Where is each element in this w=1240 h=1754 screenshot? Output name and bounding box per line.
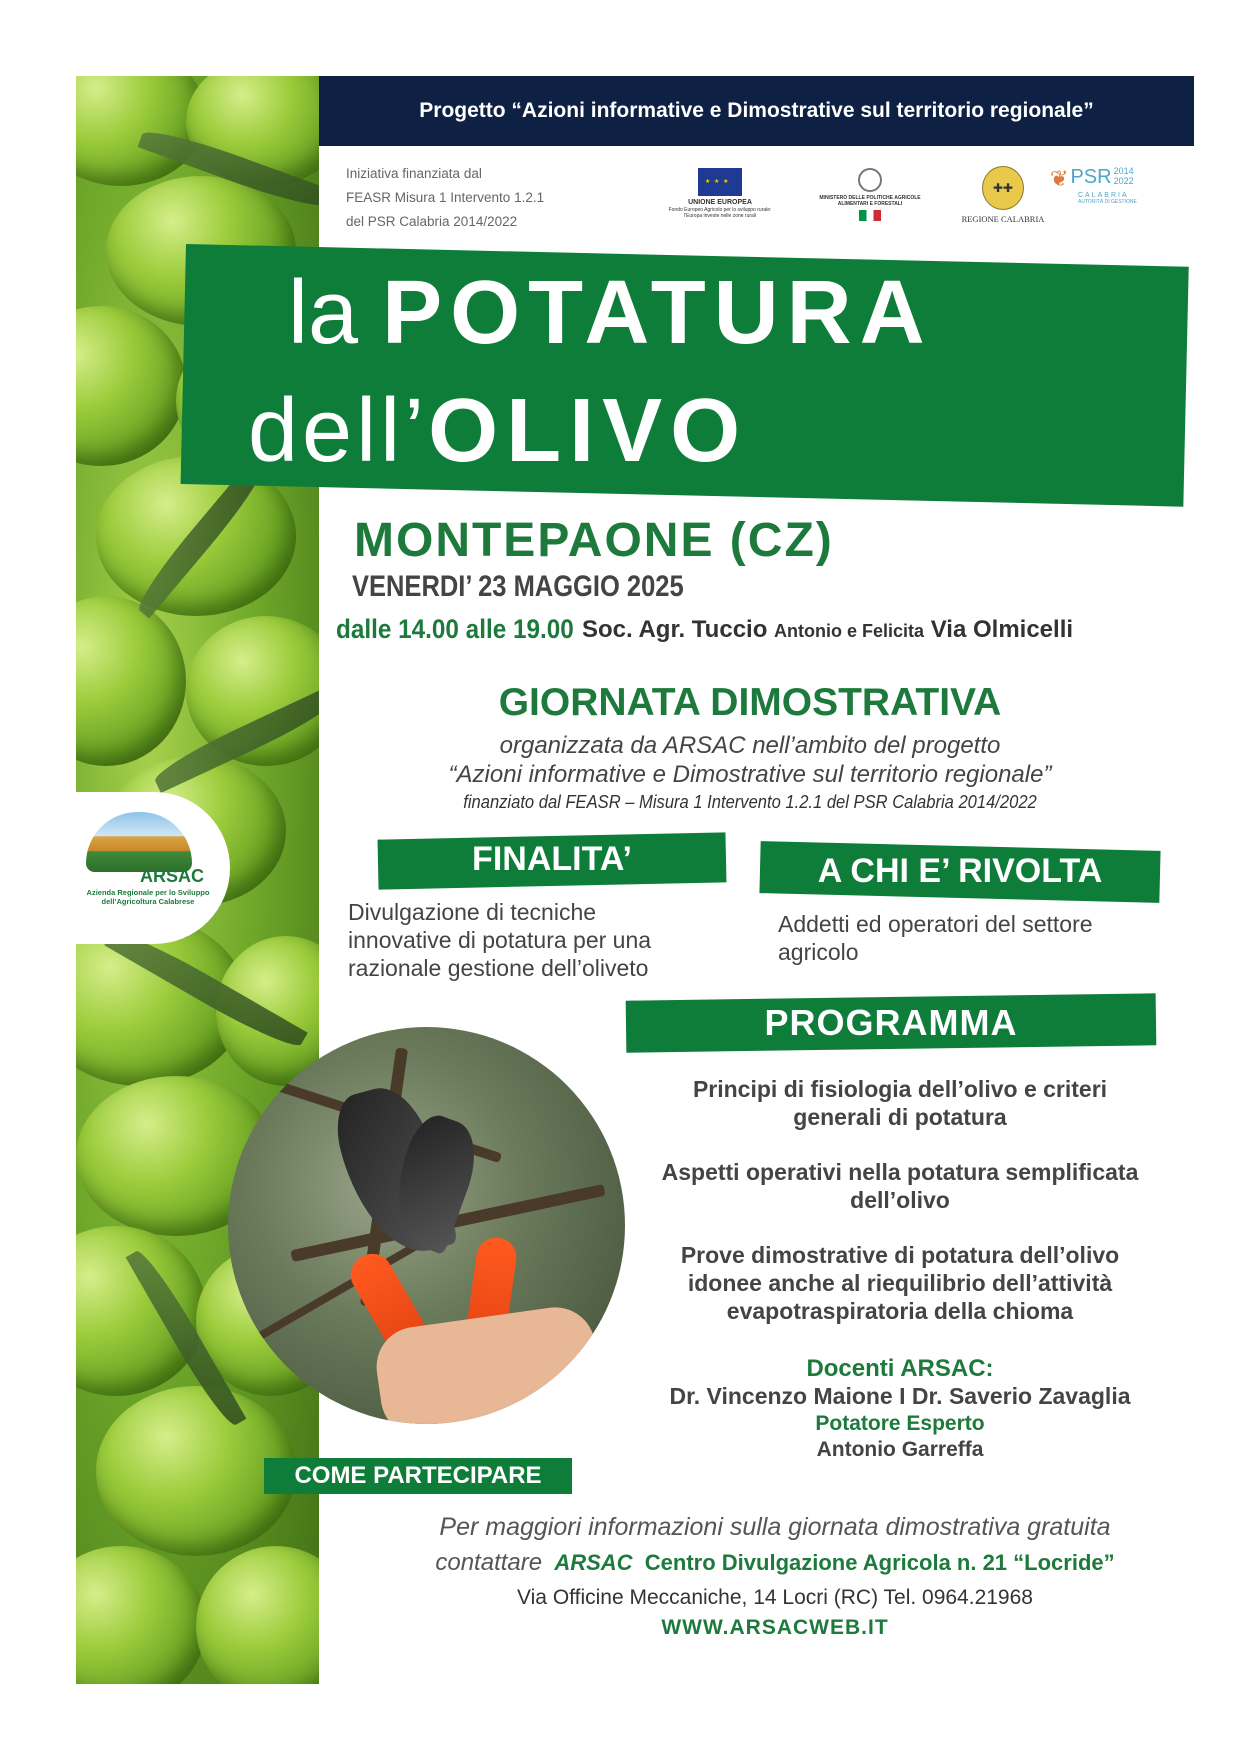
title-potatura: POTATURA	[382, 263, 933, 363]
finalita-line-3: razionale gestione dell’oliveto	[348, 955, 649, 981]
funding-note	[346, 162, 596, 234]
eu-flag-icon	[698, 168, 742, 196]
eu-logo	[650, 168, 790, 219]
psr-year-2: 2022	[1113, 176, 1134, 186]
psr-year-1: 2014	[1113, 166, 1134, 176]
ministry-line-2: ALIMENTARI E FORESTALI	[837, 201, 903, 207]
finalita-text	[348, 898, 708, 982]
programma-item-1-line-1: Principi di fisiologia dell’olivo e criteri	[692, 1076, 1108, 1102]
funding-line-3: del PSR Calabria 2014/2022	[346, 214, 518, 229]
arsac-logo-fullname	[78, 888, 218, 906]
programma-item-3-line-2: idonee anche al riequilibrio dell’attività	[687, 1270, 1113, 1296]
psr-tree-icon: ❦	[1050, 166, 1069, 191]
programma-item-1	[620, 1075, 1180, 1131]
target-text	[778, 910, 1178, 966]
programma-item-2	[620, 1158, 1180, 1214]
title-olivo: OLIVO	[428, 381, 749, 481]
contact-address: Via Officine Meccaniche, 14 Locri (RC) Tel. 0964.21968	[517, 1586, 1033, 1609]
eu-subtitle-1: Fondo Europeo Agricolo per lo sviluppo rurale:	[668, 207, 772, 213]
arsac-full-1: Azienda Regionale per lo Sviluppo	[86, 888, 210, 897]
title-line-1	[288, 262, 933, 365]
title-dell: dell’	[248, 381, 429, 481]
finalita-line-2: innovative di potatura per una	[348, 927, 652, 953]
pruning-shears-photo	[228, 1027, 625, 1424]
contact-info-line-2	[330, 1549, 1220, 1577]
region-logo	[948, 166, 1058, 224]
title-line-2	[248, 380, 748, 483]
title-article: la	[288, 263, 359, 363]
venue-street: Via Olmicelli	[930, 616, 1074, 643]
docenti-title: Docenti ARSAC:	[806, 1355, 994, 1382]
programma-item-2-line-2: dell’olivo	[850, 1187, 950, 1213]
giornata-title: GIORNATA DIMOSTRATIVA	[498, 681, 1002, 724]
arsac-full-2: dell’Agricoltura Calabrese	[101, 897, 195, 906]
psr-logo	[1050, 166, 1160, 205]
intro-line-2: “Azioni informative e Dimostrative sul territorio regionale”	[448, 761, 1052, 788]
target-line-1: Addetti ed operatori del settore	[778, 911, 1093, 937]
funding-line-1: Iniziativa finanziata dal	[346, 166, 482, 181]
intro-line-3: finanziato dal FEASR – Misura 1 Intervento 1.2.1 del PSR Calabria 2014/2022	[463, 792, 1037, 812]
intro-line-1: organizzata da ARSAC nell’ambito del progetto	[499, 732, 1001, 759]
finalita-title: FINALITA’	[472, 840, 632, 878]
eu-subtitle-2: l'Europa investe nelle zone rurali	[683, 213, 757, 219]
contact-arsac: ARSAC	[554, 1550, 633, 1575]
programma-title: PROGRAMMA	[764, 1002, 1018, 1043]
italian-flag-icon	[859, 210, 881, 221]
target-line-2: agricolo	[778, 939, 859, 965]
ministry-line-1: MINISTERO DELLE POLITICHE AGRICOLE	[819, 195, 921, 201]
venue-names: Antonio e Felicita	[774, 621, 925, 641]
programma-item-3-line-3: evapotraspiratoria della chioma	[726, 1298, 1074, 1324]
event-venue	[582, 616, 1073, 644]
project-title: Progetto “Azioni informative e Dimostrative sul territorio regionale”	[419, 99, 1094, 122]
programma-item-2-line-1: Aspetti operativi nella potatura semplificata	[661, 1159, 1139, 1185]
programma-item-3-line-1: Prove dimostrative di potatura dell’olivo	[680, 1242, 1120, 1268]
calabria-emblem-icon: ✚✚	[982, 166, 1024, 210]
potatore-name: Antonio Garreffa	[816, 1438, 984, 1461]
target-title: A CHI E’ RIVOLTA	[817, 852, 1103, 890]
region-name: REGIONE CALABRIA	[961, 214, 1045, 224]
potatore-title: Potatore Esperto	[815, 1412, 985, 1435]
come-partecipare-title: COME PARTECIPARE	[294, 1462, 542, 1489]
finalita-line-1: Divulgazione di tecniche	[348, 899, 597, 925]
event-time: dalle 14.00 alle 19.00	[336, 614, 574, 644]
project-header-bar	[319, 76, 1194, 146]
programma-item-3	[620, 1241, 1180, 1325]
psr-main: PSR	[1070, 166, 1112, 188]
psr-subtitle: AUTORITÀ DI GESTIONE	[1078, 199, 1137, 205]
psr-region: CALABRIA	[1078, 192, 1129, 199]
website-link[interactable]: WWW.ARSACWEB.IT	[661, 1616, 889, 1639]
contact-info-line-1: Per maggiori informazioni sulla giornata dimostrativa gratuita	[439, 1513, 1111, 1541]
contact-centro: Centro Divulgazione Agricola n. 21 “Locride”	[644, 1550, 1115, 1575]
funding-line-2: FEASR Misura 1 Intervento 1.2.1	[346, 190, 545, 205]
republic-emblem-icon	[858, 168, 882, 192]
event-place: MONTEPAONE (CZ)	[354, 514, 834, 567]
contact-contattare: contattare	[435, 1549, 543, 1576]
docenti-names: Dr. Vincenzo Maione I Dr. Saverio Zavaglia	[669, 1383, 1131, 1409]
eu-title: UNIONE EUROPEA	[688, 199, 752, 206]
arsac-logo-name: ARSAC	[140, 866, 205, 886]
programma-item-1-line-2: generali di potatura	[793, 1104, 1007, 1130]
venue-company: Soc. Agr. Tuccio	[582, 616, 768, 643]
ministry-logo	[790, 168, 950, 221]
event-date: VENERDI’ 23 MAGGIO 2025	[352, 570, 684, 603]
